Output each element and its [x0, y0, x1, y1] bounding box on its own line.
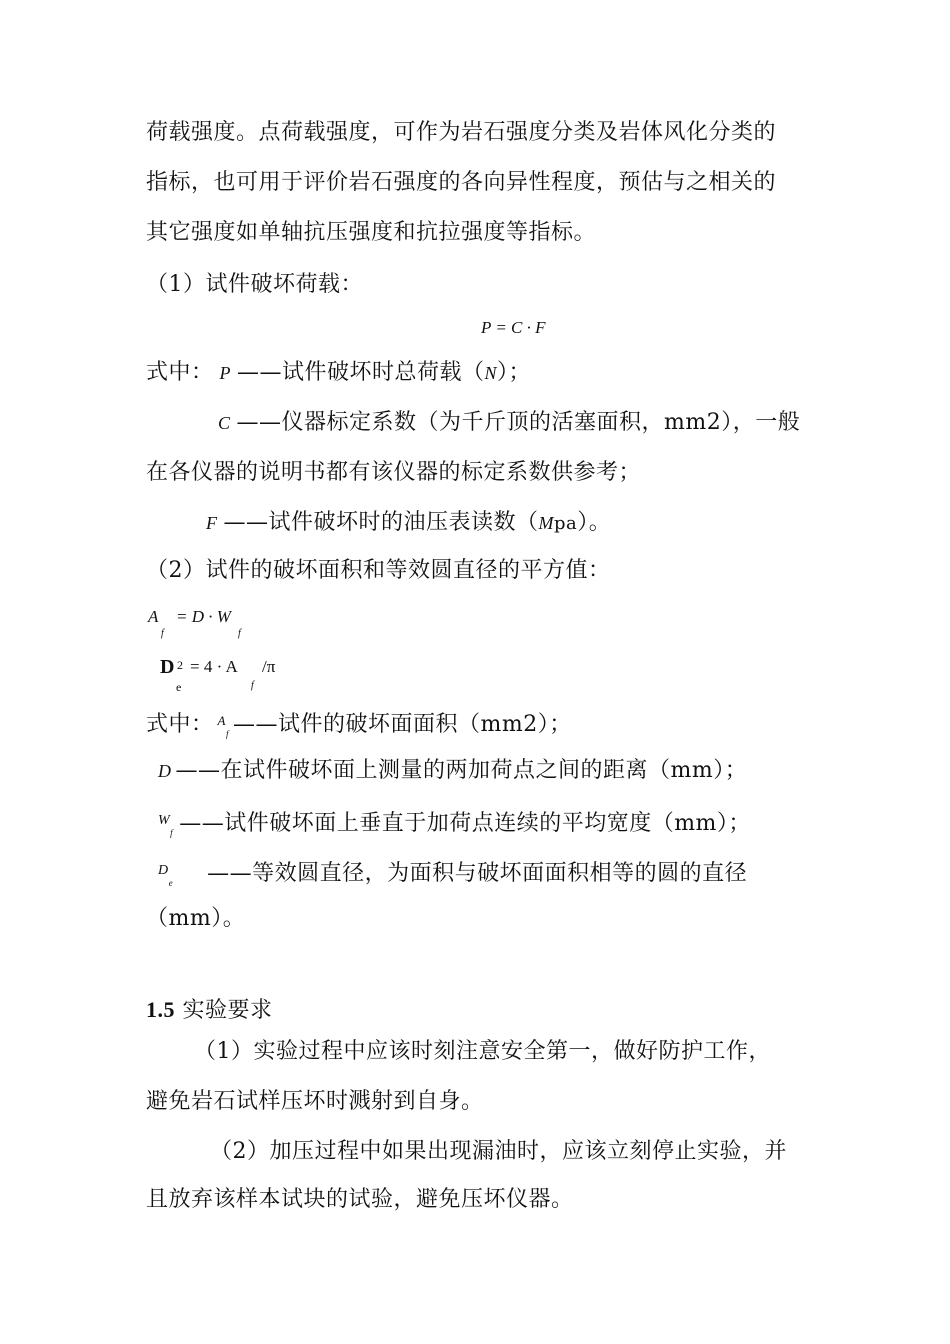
definition-de-continued: （mm）。 — [146, 906, 246, 931]
formula-de-tail: /π — [262, 657, 276, 676]
unit-m: M — [538, 513, 555, 533]
definition-wf — [158, 806, 751, 848]
symbol-af: A — [217, 713, 226, 728]
unit-pa: pa — [554, 513, 578, 534]
item2-heading: （2）试件的破坏面积和等效圆直径的平方值： — [146, 558, 611, 583]
af-desc: ——试件的破坏面面积（mm2）； — [232, 712, 572, 737]
wf-desc: ——试件破坏面上垂直于加荷点连续的平均宽度（mm）； — [179, 811, 751, 836]
symbol-d: D — [158, 761, 172, 781]
p-desc: ——试件破坏时总荷载（ — [237, 360, 485, 385]
symbol-de: D — [158, 863, 169, 878]
definition-de — [158, 856, 747, 898]
symbol-wf-sub: f — [170, 828, 174, 838]
formula-af-lhs: A — [148, 607, 159, 626]
formula-af-rhs-sub: f — [238, 628, 241, 639]
p-end: ）； — [497, 360, 532, 385]
where-label: 式中： — [146, 712, 214, 737]
symbol-af-sub: f — [225, 729, 229, 739]
paragraph-line: 荷载强度。点荷载强度，可作为岩石强度分类及岩体风化分类的 — [146, 120, 777, 145]
formula-de-d: D — [160, 656, 175, 678]
formula-de-rhs: = 4 · A — [190, 657, 238, 676]
section-number: 1.5 — [146, 997, 175, 1022]
formula-de-sup: 2 — [177, 658, 183, 672]
de-desc: ——等效圆直径，为面积与破坏面面积相等的圆的直径 — [207, 861, 748, 886]
unit-n: N — [484, 363, 498, 383]
formula-p: P = C · F — [481, 318, 546, 337]
symbol-wf: W — [158, 813, 171, 828]
formula-de-sub: e — [176, 680, 182, 694]
where-label: 式中： — [146, 360, 214, 385]
definition-c — [218, 408, 800, 438]
requirement-2-line1: （2）加压过程中如果出现漏油时，应该立刻停止实验，并 — [210, 1139, 787, 1164]
formula-af-lhs-sub: f — [161, 628, 164, 639]
symbol-p: P — [219, 363, 232, 383]
definition-p — [146, 358, 531, 388]
definition-d — [158, 756, 747, 786]
symbol-de-sub: e — [168, 878, 174, 888]
symbol-c: C — [218, 413, 231, 433]
section-title: 实验要求 — [175, 998, 273, 1023]
symbol-f: F — [206, 513, 218, 533]
requirement-1-line2: 避免岩石试样压坏时溅射到自身。 — [146, 1089, 484, 1114]
c-desc: ——仪器标定系数（为千斤顶的活塞面积，mm2），一般 — [236, 410, 801, 435]
paragraph-line: 指标，也可用于评价岩石强度的各向异性程度，预估与之相关的 — [146, 170, 777, 195]
formula-af-rhs: = D · W — [176, 607, 231, 626]
definition-af — [146, 706, 572, 749]
paragraph-line: 其它强度如单轴抗压强度和抗拉强度等指标。 — [146, 220, 597, 245]
requirement-2-line2: 且放弃该样本试块的试验，避免压坏仪器。 — [146, 1187, 574, 1212]
d-desc: ——在试件破坏面上测量的两加荷点之间的距离（mm）； — [175, 758, 748, 783]
definition-c-continued: 在各仪器的说明书都有该仪器的标定系数供参考； — [146, 460, 642, 485]
f-desc: ——试件破坏时的油压表读数（ — [223, 510, 539, 535]
item1-heading: （1）试件破坏荷载： — [146, 272, 363, 297]
requirement-1-line1: （1）实验过程中应该时刻注意安全第一，做好防护工作， — [194, 1039, 771, 1064]
section-heading — [146, 995, 273, 1026]
formula-de-rhs-sub: f — [251, 680, 254, 691]
f-end: ）。 — [577, 510, 612, 535]
definition-f — [206, 508, 611, 539]
